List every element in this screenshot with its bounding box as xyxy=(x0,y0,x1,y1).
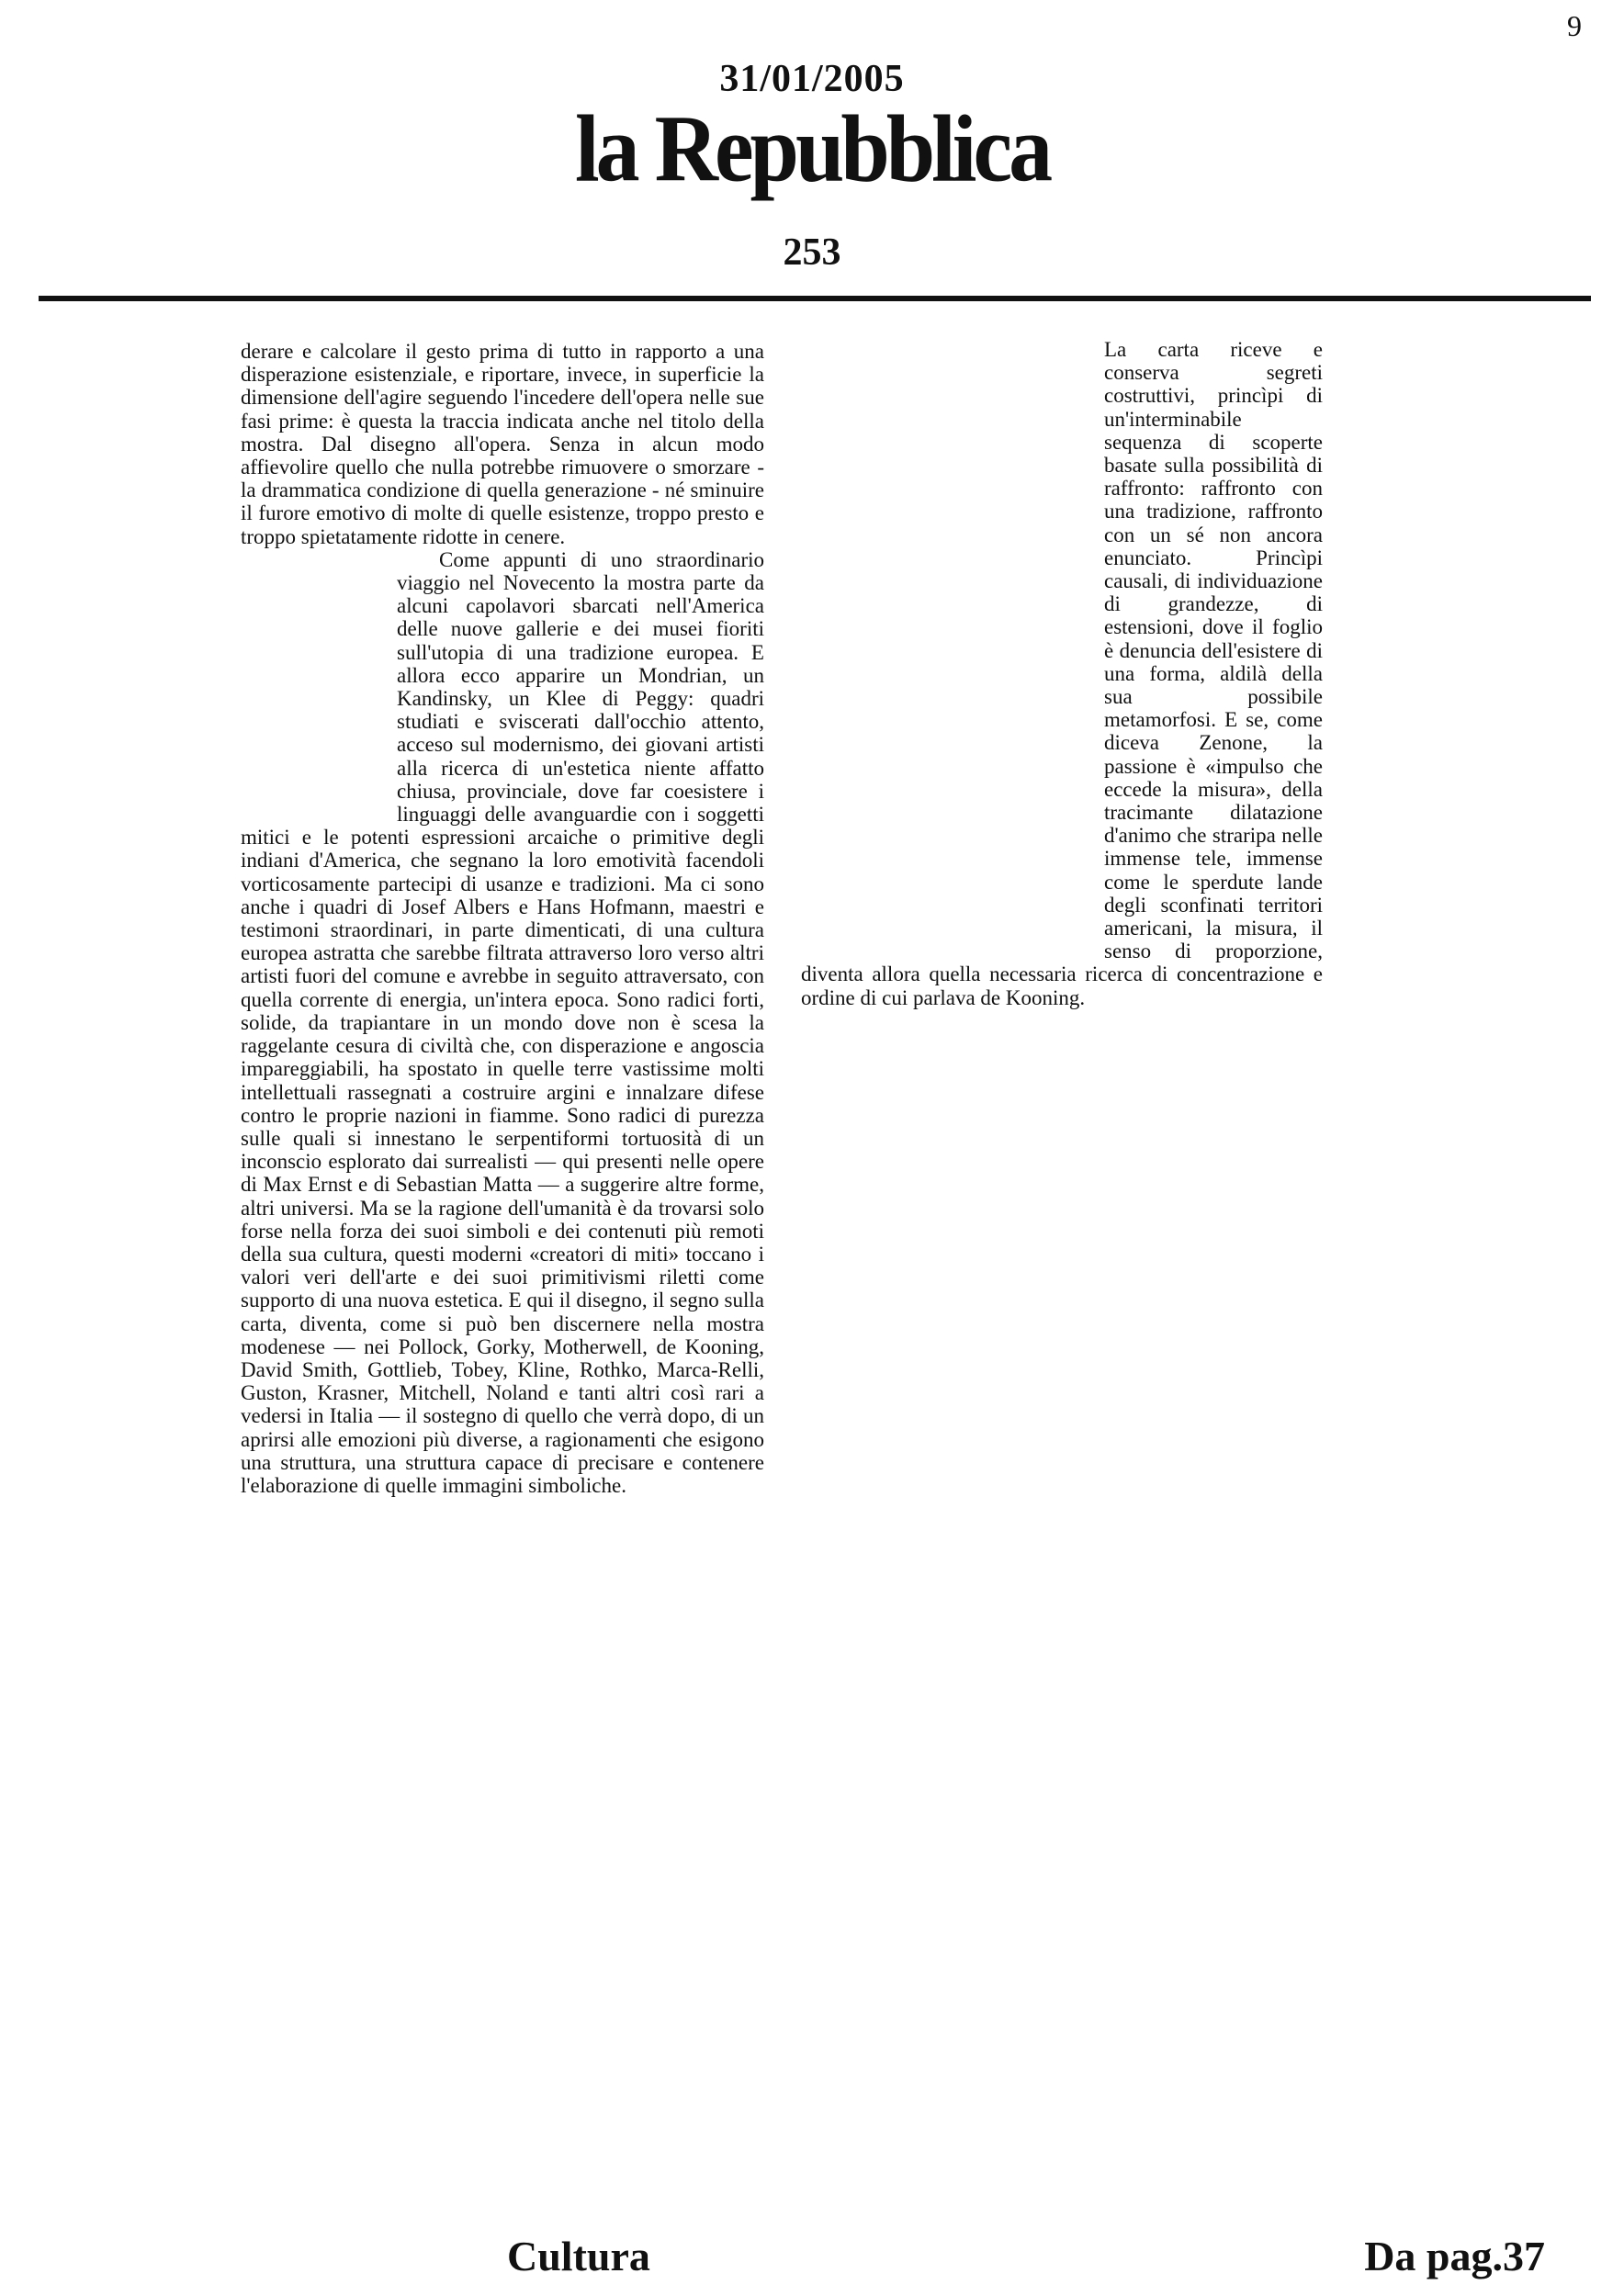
page-number: 9 xyxy=(1567,9,1582,42)
masthead xyxy=(0,57,1624,275)
issue-number: 253 xyxy=(783,231,841,274)
article-column-right xyxy=(801,338,1323,1009)
article-paragraph: Come appunti di uno straordinario viaggio nel Novecento la mostra parte da alcuni capolavori sbarcati nell'America delle nuove gallerie e dei musei fioriti sull'utopia di una tradizione europea. E allora ecco apparire un Mondrian, un Kandinsky, un Klee di Peggy: quadri studiati e sviscerati dall'occhio attento, acceso sul modernismo, dei giovani artisti alla ricerca di un'estetica niente affatto chiusa, provinciale, dove far coesistere i linguaggi delle avanguardie con i soggetti mitici e le potenti espressioni arcaiche o primitive degli indiani d'America, che segnano la loro emotività facendoli vorticosamente partecipi di usanze e tradizioni. Ma ci sono anche i quadri di Josef Albers e Hans Hofmann, maestri e testimoni straordinari, in parte dimenticati, di una cultura europea astratta che sarebbe filtrata attraverso loro verso altri artisti fuori del comune e avrebbe in seguito attraversato, con quella corrente di energia, un'intera epoca. Sono radici forti, solide, da trapiantare in un mondo dove non è scesa la raggelante cesura di civiltà che, con disperazione e angoscia impareggiabili, ha spostato in quelle terre vastissime molti intellettuali rassegnati a costruire argini e innalzare difese contro le proprie nazioni in fiamme. Sono radici di purezza sulle quali si innestano le serpentiformi tortuosità di un inconscio esplorato dai surrealisti — qui presenti nelle opere di Max Ernst e di Sebastian Matta — a suggerire altre forme, altri universi. Ma se la ragione dell'umanità è da trovarsi solo forse nella forza dei suoi simboli e dei contenuti più remoti della sua cultura, questi moderni «creatori di miti» toccano i valori veri dell'arte e dei suoi primitivismi riletti come supporto di una nuova estetica. E qui il disegno, il segno sulla carta, diventa, come si può ben discernere nella mostra modenese — nei Pollock, Gorky, Motherwell, de Kooning, David Smith, Gottlieb, Tobey, Kline, Rothko, Marca-Relli, Guston, Krasner, Mitchell, Noland e tanti altri così rari a vedersi in Italia — il sostegno di quello che verrà dopo, di un aprirsi alle emozioni più diverse, a ragionamenti che esigono una struttura, una struttura capace di precisare e contenere l'elaborazione di quelle immagini simboliche. xyxy=(241,547,764,1497)
section-label: Cultura xyxy=(507,2233,650,2279)
continued-from-label: Da pag.37 xyxy=(1364,2233,1545,2279)
header-rule xyxy=(39,296,1591,301)
publication-date: 31/01/2005 xyxy=(719,58,905,100)
article-paragraph: derare e calcolare il gesto prima di tutto in rapporto a una disperazione esistenziale, e riportare, invece, in superficie la dimensione dell'agire seguendo l'incedere dell'opera nelle sue fasi prime: è questa la traccia indicata anche nel titolo della mostra. Dal disegno all'opera. Senza in alcun modo affievolire quello che nulla potrebbe rimuovere o smorzare - la drammatica condizione di quella generazione - né sminuire il furore emotivo di molte di quelle esistenze, troppo presto e troppo spietatamente ridotte in cenere. xyxy=(241,340,764,548)
newspaper-title: la Repubblica xyxy=(574,95,1050,202)
layout-gap xyxy=(241,552,397,814)
article-column-left xyxy=(241,340,764,1497)
article-paragraph: La carta riceve e conserva segreti costruttivi, princìpi di un'interminabile sequenza di scoperte basate sulla possibilità di raffronto: raffronto con una tradizione, raffronto con un sé non ancora enunciato. Princìpi causali, di individuazione di grandezze, di estensioni, dove il foglio è denuncia dell'esistere di una forma, aldilà della sua possibile metamorfosi. E se, come diceva Zenone, la passione è «impulso che eccede la misura», della tracimante dilatazione d'animo che straripa nelle immense tele, immense come le sperdute lande degli sconfinati territori americani, la misura, il senso di proporzione, diventa allora quella necessaria ricerca di concentrazione e ordine di cui parlava de Kooning. xyxy=(801,338,1323,1009)
layout-gap xyxy=(801,338,1104,944)
